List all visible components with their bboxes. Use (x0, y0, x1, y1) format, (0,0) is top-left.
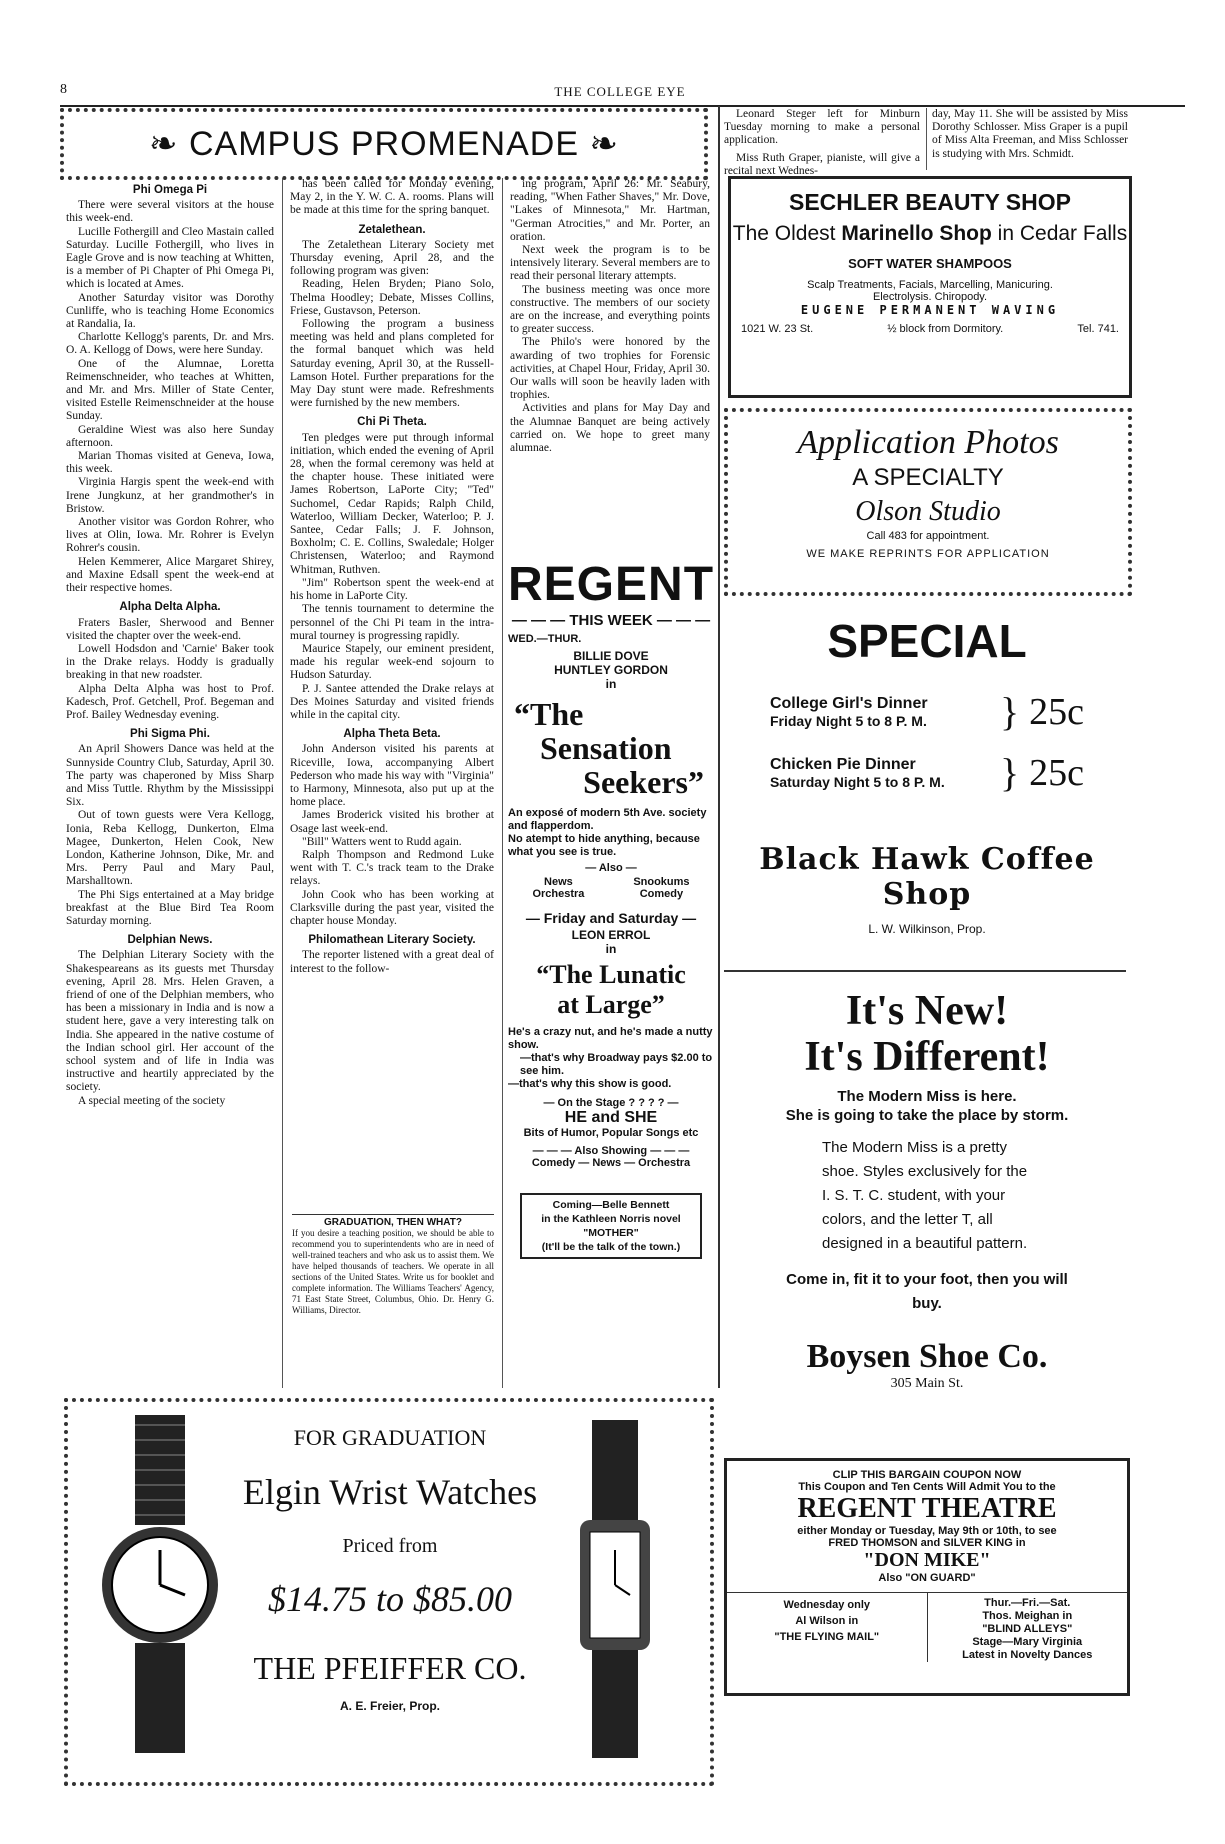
promenade-title (60, 124, 708, 164)
sechler-sub-bold: Marinello Shop (841, 222, 992, 245)
coupon-line-4: either Monday or Tuesday, May 9th or 10th, to see (797, 1525, 1057, 1537)
pfeiffer-line-4: $14.75 to $85.00 (267, 1579, 512, 1619)
coupon-left-line: Al Wilson in (795, 1615, 859, 1627)
coffee-shop-prop: L. W. Wilkinson, Prop. (868, 922, 986, 936)
article-paragraph: Lucille Fothergill and Cleo Mastain called Saturday. Lucille Fothergill, who lives in Eagle Grove and is now teaching at Whitten, is a member of Pi Chapter of Phi Omega Pi, which is located at Ames. (66, 225, 274, 291)
article-paragraph: Marian Thomas visited at Geneva, Iowa, this week. (66, 450, 274, 476)
teachers-agency-ad (292, 1214, 494, 1316)
article-paragraph: Another visitor was Gordon Rohrer, who lives at Olin, Iowa. Mr. Rohrer is Evelyn Rohrer's cousin. (66, 516, 274, 555)
regent-ad (508, 560, 714, 1259)
pfeiffer-text (230, 1415, 550, 1713)
regent-extra: Comedy (639, 888, 684, 900)
sechler-line-4: EUGENE PERMANENT WAVING (800, 303, 1060, 317)
pfeiffer-line-2: Elgin Wrist Watches (242, 1472, 538, 1512)
article-paragraph: P. J. Santee attended the Drake relays at Des Moines Saturday and visited friends while in the capital city. (290, 682, 494, 721)
regent-coming-box (520, 1193, 702, 1259)
olson-line-2: A SPECIALTY (852, 464, 1004, 491)
regent-film-2-line-1: “The Lunatic (536, 960, 686, 989)
regent-star-3: LEON ERROL (571, 928, 651, 942)
olson-ad (724, 408, 1132, 596)
coffee-shop-name: Black Hawk Coffee Shop (759, 842, 1095, 912)
article-paragraph: The Delphian Literary Society with the Shakespeareans as its guests met Thursday evening, April 28. Mrs. Helen Graven, a friend of one of the Delphian members, who has been a missionary in India and is now a student here, gave a very interesting talk on India. She appeared in the native costume of the Indian school girl. Her account of the school system and of life in India was instructive and heartily appreciated by the society. (66, 949, 274, 1094)
regent-act: HE and SHE (564, 1109, 658, 1126)
coupon-left-line: "THE FLYING MAIL" (774, 1631, 880, 1643)
brace-icon: } (999, 750, 1020, 795)
regent-film-2-line-2: at Large” (557, 990, 665, 1019)
special-price: 25c (1029, 690, 1085, 733)
regent-film-1-line-2: Sensation (540, 730, 672, 766)
regent-this-week: — — — THIS WEEK — — — (511, 612, 711, 629)
coupon-line-7: Also "ON GUARD" (878, 1572, 976, 1584)
special-price: 25c (1029, 751, 1085, 794)
regent-stage: — On the Stage ? ? ? ? — (543, 1097, 679, 1109)
article-paragraph: The business meeting was once more constructive. The members of our society are on the increase, and everything points to greater success. (510, 283, 710, 336)
coupon-schedule (727, 1592, 1127, 1662)
brace-icon: } (999, 689, 1020, 734)
regent-extras (508, 876, 714, 900)
regent-in-2: in (605, 942, 617, 956)
teachers-ad-title: GRADUATION, THEN WHAT? (324, 1217, 462, 1228)
article-heading: Phi Omega Pi (132, 184, 208, 196)
article-heading: Chi Pi Theta. (357, 416, 427, 429)
article-paragraph: One of the Alumnae, Loretta Reimenschneider, who teaches at Whitten, and Mr. and Mrs. Miller of State Center, visited Estelle Reimenschneider at the house Sunday. (66, 357, 274, 423)
sechler-line-3: Electrolysis. Chiropody. (872, 291, 988, 303)
coupon-right-line: Latest in Novelty Dances (962, 1649, 1093, 1661)
article-paragraph: Ralph Thompson and Redmond Luke went with T. C.'s track team to the Drake relays. (290, 848, 494, 888)
article-paragraph: Helen Kemmerer, Alice Margaret Shirey, and Maxine Edsall spent the week-end at their respective homes. (66, 555, 274, 595)
regent-title: REGENT (508, 558, 715, 611)
regent-extra: News (544, 876, 573, 888)
article-column-1 (66, 178, 274, 1108)
sechler-title: SECHLER BEAUTY SHOP (788, 189, 1071, 215)
article-paragraph: Fraters Basler, Sherwood and Benner visited the chapter over the week-end. (66, 616, 274, 642)
pfeiffer-line-6: A. E. Freier, Prop. (339, 1699, 441, 1713)
regent-days-2: — Friday and Saturday — (525, 910, 697, 926)
news-brief-a (724, 108, 920, 178)
sechler-sub-text: in Cedar Falls (991, 222, 1128, 245)
special-item-time: Saturday Night 5 to 8 P. M. (769, 773, 945, 790)
article-paragraph: Lowell Hodsdon and 'Carnie' Baker took in the Drake relays. Hoddy is gradually breaking in that new roadster. (66, 642, 274, 682)
article-heading: Alpha Delta Alpha. (119, 601, 221, 614)
sechler-distance: ½ block from Dormitory. (887, 323, 1004, 335)
coming-line: Coming—Belle Bennett (552, 1199, 670, 1211)
article-heading: Delphian News. (127, 934, 213, 947)
coupon-right-line: Stage—Mary Virginia (972, 1636, 1083, 1648)
coupon-line-1: CLIP THIS BARGAIN COUPON NOW (832, 1469, 1022, 1481)
olson-line-3: Olson Studio (855, 496, 1001, 527)
sechler-ad (728, 176, 1132, 398)
news-brief-text: Miss Ruth Graper, pianiste, will give a recital next Wednes- (724, 151, 920, 177)
scroll-ornament-icon: ❧ (579, 125, 619, 163)
regent-film-1-line-1: “The (514, 696, 584, 732)
olson-line-5: WE MAKE REPRINTS FOR APPLICATION (806, 548, 1050, 560)
pfeiffer-line-3: Priced from (342, 1535, 438, 1557)
regent-in-1: in (605, 677, 617, 691)
regent-coupon-ad (724, 1458, 1130, 1696)
article-paragraph: Reading, Helen Bryden; Piano Solo, Thelma Hoodley; Debate, Misses Collins, Friese, Gustavson, Peterson. (290, 278, 494, 317)
column-rule (502, 178, 503, 1388)
boysen-name: Boysen Shoe Co. (806, 1338, 1048, 1375)
regent-extra: Orchestra (532, 888, 585, 900)
boysen-line-1: The Modern Miss is here. (837, 1088, 1017, 1105)
sechler-sub-text: The Oldest (732, 222, 842, 245)
regent-extra: Snookums (633, 876, 690, 888)
article-heading: Philomathean Literary Society. (308, 934, 476, 947)
olson-line-4: Call 483 for appointment. (866, 530, 990, 542)
article-paragraph: Next week the program is to be intensively literary. Several members are to read their personal literary attempts. (510, 244, 710, 283)
news-brief-b (932, 108, 1128, 161)
news-brief-text: Leonard Steger left for Minburn Tuesday morning to make a personal application. (724, 108, 920, 147)
article-paragraph: Alpha Delta Alpha was host to Prof. Kadesch, Prof. Getchell, Prof. Begeman and Prof. Bailey Wednesday evening. (66, 682, 274, 721)
masthead: THE COLLEGE EYE (554, 84, 686, 99)
article-paragraph: Ten pledges were put through informal initiation, which ended the evening of April 28, when the formal ceremony was held at the chapter house. These initiated were James Robertson, LaPorte City; "Ted" Suchomel, Cedar Rapids; Ralph Child, Waterloo, William Decker, Waterloo; P. J. Santee, Cedar Falls; J. F. Johnson, Boxholm; C. E. Collins, Swaledale; Holger Christensen, Waterloo; and Raymond Whitman, Ruthven. (290, 431, 494, 576)
special-ad (728, 604, 1126, 936)
regent-showing-list: Comedy — News — Orchestra (531, 1157, 691, 1169)
sechler-subtitle (731, 222, 1129, 246)
special-item-name: College Girl's Dinner (769, 694, 928, 712)
coming-line: in the Kathleen Norris novel (541, 1213, 681, 1225)
article-paragraph: ing program, April 26: Mr. Seabury, reading, "When Father Shaves," Mr. Dove, "Lakes of Minnesota," Mr. Hartman, "German Atrocities," and Mr. Porter, an oration. (510, 178, 710, 243)
section-rule (724, 970, 1126, 972)
regent-desc-2b: —that's why Broadway pays $2.00 to see him. (520, 1052, 713, 1077)
scroll-ornament-icon: ❧ (149, 125, 189, 163)
sechler-footer (731, 317, 1129, 335)
article-heading: Phi Sigma Phi. (130, 728, 210, 741)
regent-also: — Also — (585, 862, 637, 874)
regent-desc-1b: No atempt to hide anything, because what you see is true. (508, 833, 700, 858)
article-paragraph: Maurice Stapely, our eminent president, made his regular week-end sojourn to Hudson Saturday. (290, 642, 494, 682)
coupon-left-line: Wednesday only (783, 1599, 871, 1611)
page-number: 8 (60, 82, 67, 97)
regent-desc-2a: He's a crazy nut, and he's made a nutty show. (508, 1026, 713, 1051)
pfeiffer-line-1: FOR GRADUATION (293, 1425, 487, 1450)
article-paragraph: James Broderick visited his brother at Osage last week-end. (290, 809, 494, 835)
article-paragraph: There were several visitors at the house this week-end. (66, 199, 274, 225)
article-paragraph: Following the program a business meeting was held and plans completed for the formal banquet which was held Saturday evening, April 30, at the Russell-Lamson Hotel. Further preparations for the May Day stunt were made. Refreshments were furnished by the new members. (290, 318, 494, 410)
coupon-line-6: "DON MIKE" (863, 1549, 991, 1571)
article-paragraph: has been called for Monday evening, May 2, in the Y. W. C. A. rooms. Plans will be made at this time for the spring banquet. (290, 178, 494, 217)
article-paragraph: The tennis tournament to determine the personnel of the Chi Pi team in the intra-mural tourney is progressing rapidly. (290, 603, 494, 642)
sechler-phone: Tel. 741. (1077, 323, 1119, 335)
special-title: SPECIAL (827, 615, 1027, 667)
article-paragraph: An April Showers Dance was held at the Sunnyside Country Club, Saturday, April 30. The party was chaperoned by Miss Sharp and Miss Tuttle. Rhythm by the Mississippi Six. (66, 743, 274, 809)
boysen-cta: Come in, fit it to your foot, then you will buy. (786, 1271, 1068, 1312)
pfeiffer-line-5: THE PFEIFFER CO. (253, 1650, 527, 1686)
regent-desc-2c: —that's why this show is good. (508, 1078, 672, 1090)
article-paragraph: The Philo's were honored by the awarding of two trophies for Forensic activities, at Chapel Hour, Friday, April 30. Our walls will soon be heavily laden with trophies. (510, 336, 710, 402)
header-rule (60, 105, 1185, 107)
sechler-line-2: Scalp Treatments, Facials, Marcelling, Manicuring. (807, 279, 1053, 291)
boysen-address: 305 Main St. (890, 1376, 964, 1391)
regent-star-2: HUNTLEY GORDON (554, 663, 668, 677)
column-rule (282, 178, 283, 1388)
article-paragraph: "Jim" Robertson spent the week-end at his home in LaPorte City. (290, 576, 494, 603)
article-paragraph: John Cook who has been working at Clarksville during the past year, visited the chapter house Monday. (290, 888, 494, 927)
regent-showing: — — — Also Showing — — — (532, 1145, 690, 1157)
olson-line-1: Application Photos (797, 424, 1059, 461)
special-item-2 (728, 749, 1126, 796)
column-rule (926, 108, 927, 170)
regent-star-1: BILLIE DOVE (573, 649, 649, 663)
article-paragraph: Charlotte Kellogg's parents, Dr. and Mrs. O. A. Kellogg of Dows, were here Sunday. (66, 331, 274, 357)
news-brief-text: day, May 11. She will be assisted by Miss Dorothy Schlosser. Miss Graper is a pupil of Miss Alta Freeman, and Miss Schlosser is studying with Mrs. Schmidt. (932, 108, 1128, 160)
special-item-1 (728, 688, 1126, 735)
article-column-3 (510, 178, 710, 455)
regent-act-desc: Bits of Humor, Popular Songs etc (523, 1127, 699, 1139)
article-paragraph: The reporter listened with a great deal of interest to the follow- (290, 949, 494, 975)
boysen-line-2: She is going to take the place by storm. (785, 1107, 1069, 1124)
article-paragraph: "Bill" Watters went to Rudd again. (302, 835, 462, 848)
article-paragraph: The Phi Sigs entertained at a May bridge breakfast at the Blue Bird Tea Room Saturday morning. (66, 888, 274, 927)
wristwatch-left-icon (100, 1415, 220, 1755)
sechler-address: 1021 W. 23 St. (741, 323, 814, 335)
regent-days-1: WED.—THUR. (508, 633, 582, 645)
article-paragraph: John Anderson visited his parents at Riceville, Iowa, accompanying Albert Pederson who made his way with "Virginia" to Harmony, Minnesota, also put up at the home place. (290, 743, 494, 809)
column-rule (718, 106, 720, 1388)
article-heading: Alpha Theta Beta. (343, 728, 441, 741)
article-paragraph: The Zetalethean Literary Society met Thursday evening, April 28, and the following program was given: (290, 238, 494, 278)
boysen-body: The Modern Miss is a pretty shoe. Styles exclusively for the I. S. T. C. student, with your colors, and the letter T, all designed in a beautiful pattern. (822, 1139, 1028, 1252)
article-paragraph: Activities and plans for May Day and the Alumnae Banquet are being actively carried on. We hope to greet many alumnae. (510, 402, 710, 455)
boysen-ad (728, 980, 1126, 1392)
article-paragraph: Another Saturday visitor was Dorothy Cunliffe, who is teaching Home Economics at Randalia, Ia. (66, 291, 274, 331)
article-paragraph: Geraldine Wiest was also here Sunday afternoon. (66, 423, 274, 449)
article-paragraph: Virginia Hargis spent the week-end with Irene Jungkunz, at her grandmother's in Bristow. (66, 476, 274, 515)
article-column-2 (290, 178, 494, 976)
regent-film-1-line-3: Seekers” (583, 764, 704, 800)
coming-line: "MOTHER" (583, 1227, 639, 1239)
article-paragraph: A special meeting of the society (78, 1094, 226, 1107)
coupon-right-line: Thur.—Fri.—Sat. (984, 1597, 1071, 1609)
coupon-right-line: "BLIND ALLEYS" (982, 1623, 1073, 1635)
coupon-line-5: FRED THOMSON and SILVER KING in (828, 1537, 1026, 1549)
regent-desc-1a: An exposé of modern 5th Ave. society and flapperdom. (508, 807, 707, 832)
article-paragraph: Out of town guests were Vera Kellogg, Ionia, Reba Kellogg, Dunkerton, Elma Magee, Dunkerton, Helen Cook, New London, Katherine Johnson, Dike, Mr. and Mrs. Perry Paul and Mary Paul, Marshalltown. (66, 809, 274, 888)
coupon-line-2: This Coupon and Ten Cents Will Admit You to the (798, 1481, 1056, 1493)
teachers-ad-text: If you desire a teaching position, we should be able to recommend you to superintendents who are in need of well-trained teachers and who ask us to assist them. We have helped thousands of teachers. We operate in all sections of the United States. Write us for booklet and complete information. The Williams Teachers' Agency, 71 East State Street, Columbus, Ohio. Dr. Henry G. Williams, Director. (292, 1228, 494, 1315)
coming-line: (It'll be the talk of the town.) (541, 1241, 681, 1253)
promenade-title-text: CAMPUS PROMENADE (188, 125, 580, 163)
article-heading: Zetalethean. (358, 223, 426, 236)
boysen-headline-1: It's New! (845, 988, 1009, 1034)
special-item-time: Friday Night 5 to 8 P. M. (769, 712, 927, 729)
coupon-line-3: REGENT THEATRE (797, 1493, 1057, 1524)
wristwatch-right-icon (570, 1420, 660, 1760)
special-item-name: Chicken Pie Dinner (769, 755, 916, 773)
sechler-line-1: SOFT WATER SHAMPOOS (848, 256, 1012, 271)
coupon-right-line: Thos. Meighan in (982, 1610, 1073, 1622)
boysen-headline-2: It's Different! (804, 1034, 1050, 1080)
